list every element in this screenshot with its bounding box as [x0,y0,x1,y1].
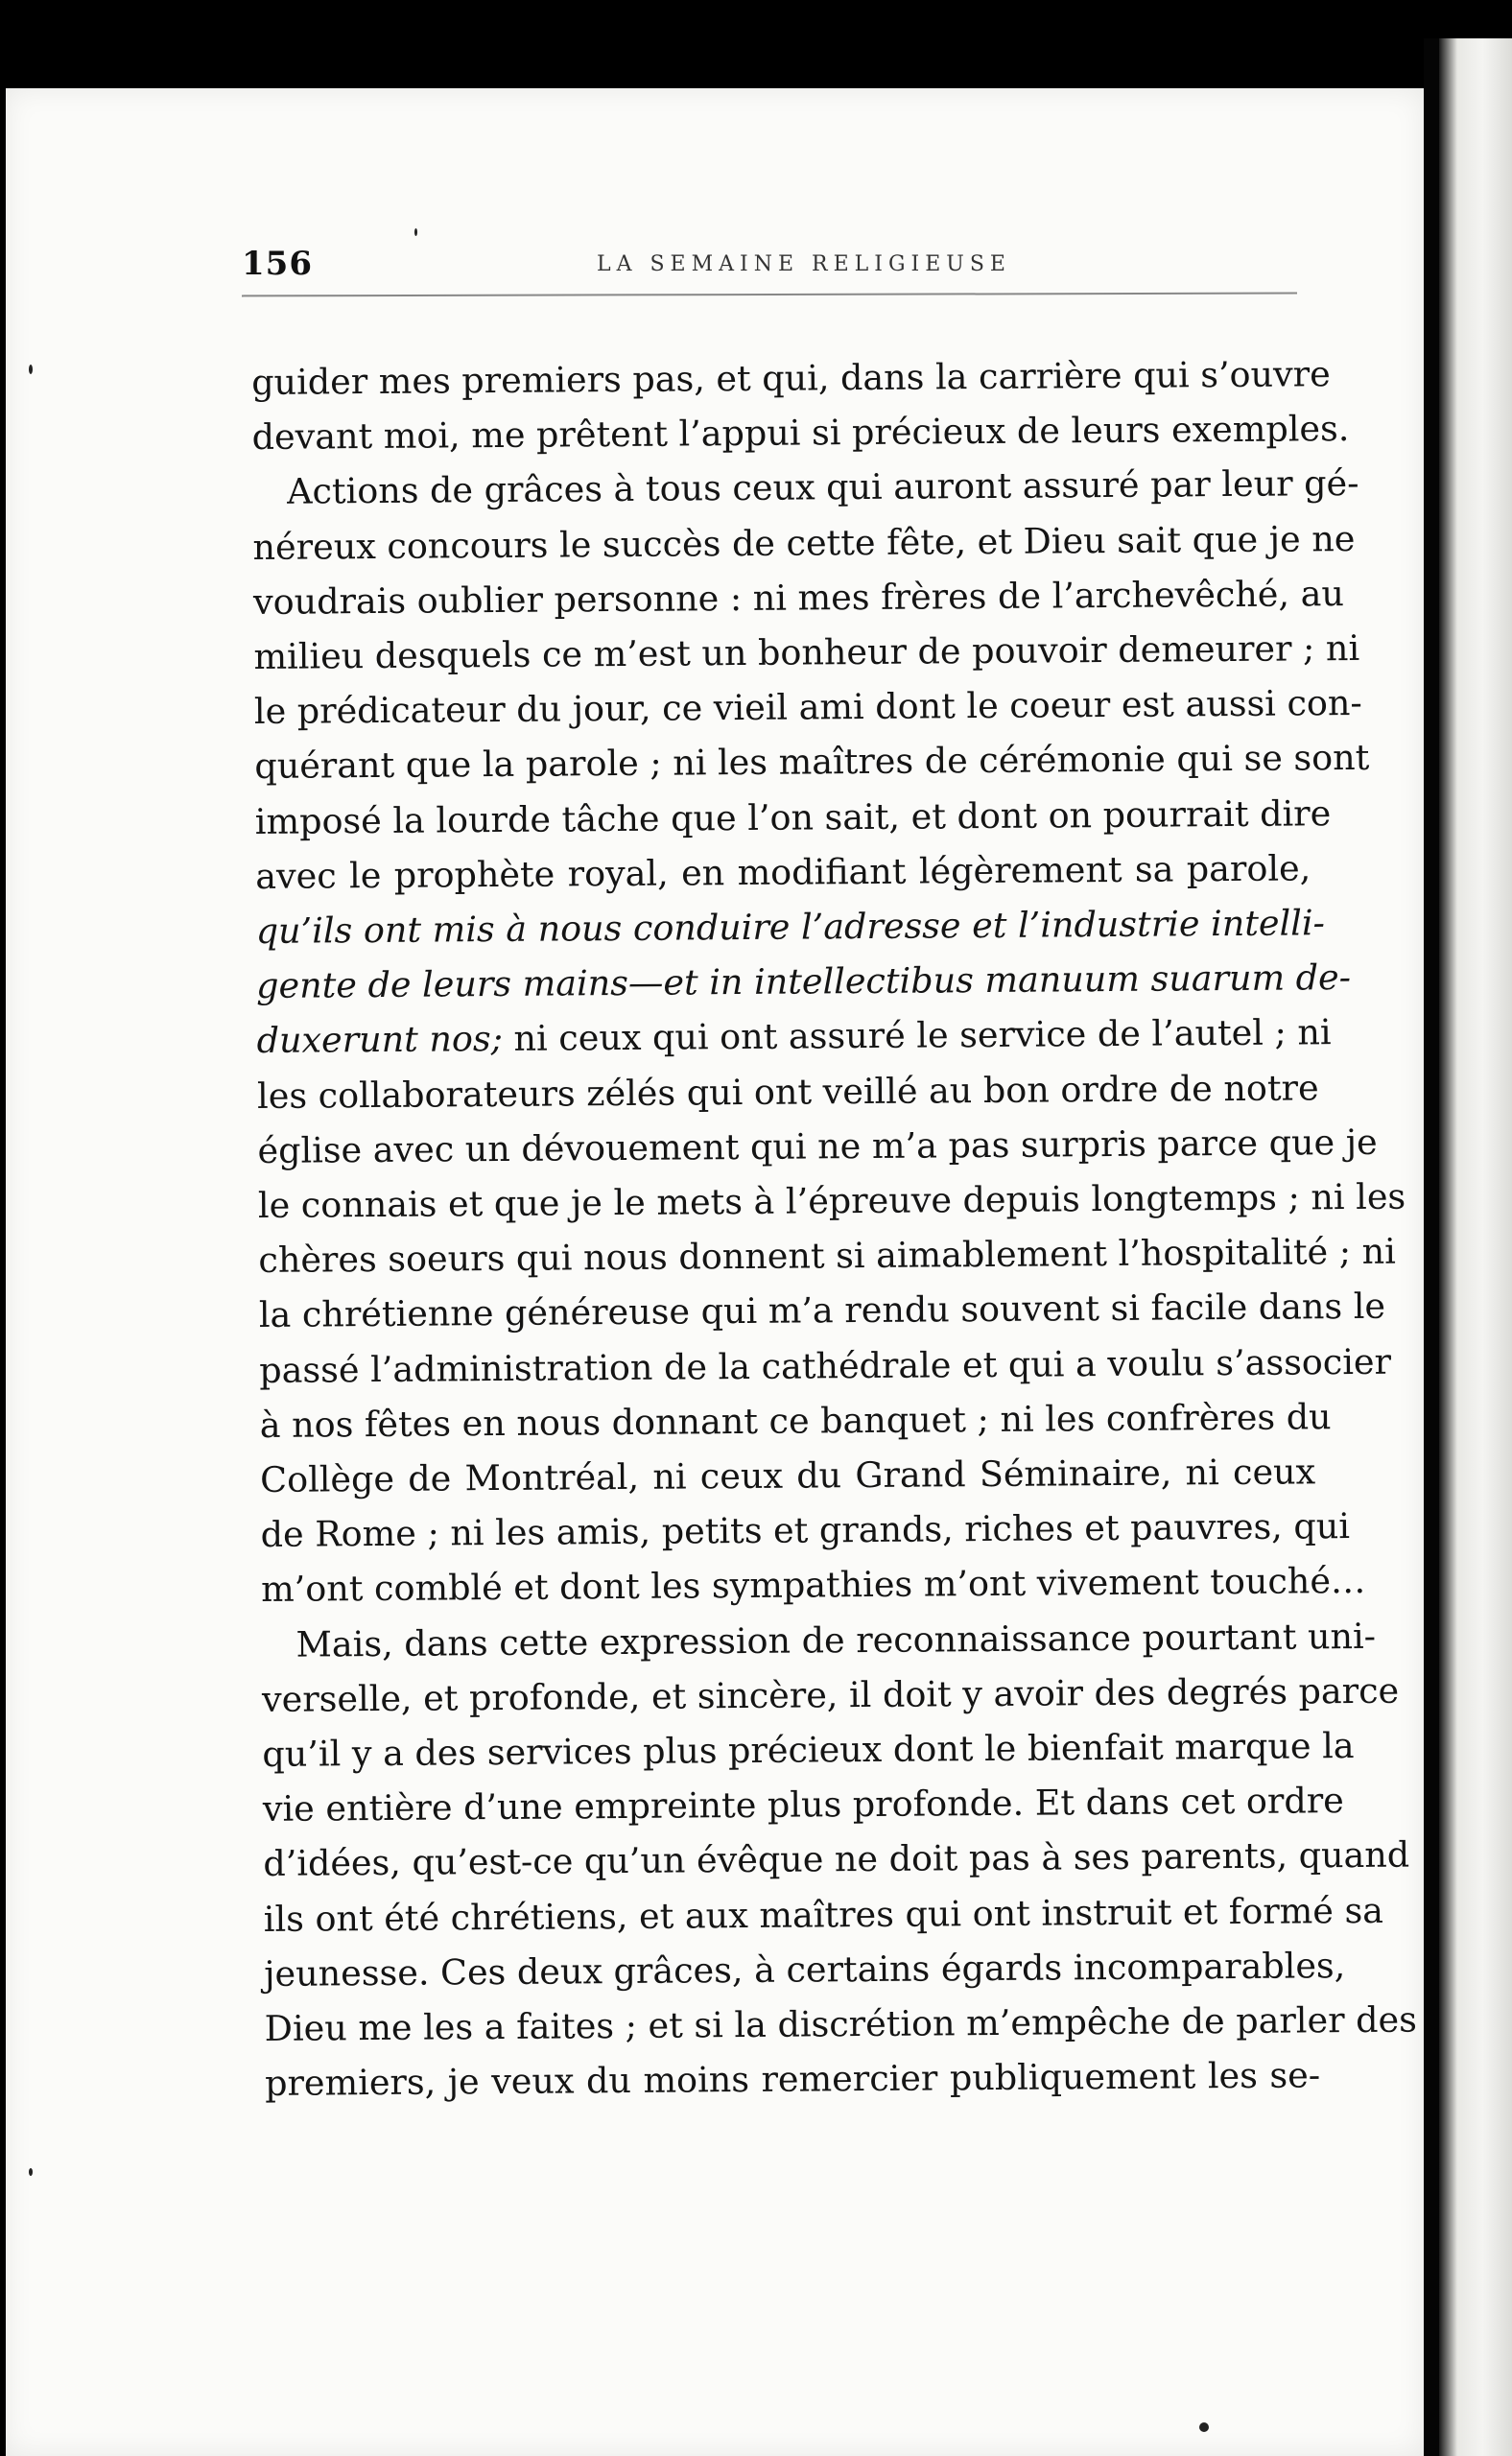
text-line: Mais, dans cette expression de reconnaissance pourtant uni- [295,1615,1377,1665]
text-line: église avec un dévouement qui ne m’a pas surpris parce que je [257,1121,1378,1171]
text-line: passé l’administration de la cathédrale et qui a voulu s’associer [259,1340,1392,1391]
text-line: néreux concours le succès de cette fête, et Dieu sait que je ne [252,517,1356,568]
text-line: imposé la lourde tâche que l’on sait, et dont on pourrait dire [254,791,1332,842]
adjacent-page-edge [1439,38,1512,2456]
text-line [256,1005,1332,1069]
text-line: d’idées, qu’est-ce qu’un évêque ne doit pas à ses parents, quand [263,1834,1410,1885]
text-line: chères soeurs qui nous donnent si aimablement l’hospitalité ; ni [258,1230,1396,1282]
line-text: ni ceux qui ont assuré le service de l’autel ; ni [502,1011,1332,1060]
text-line: ils ont été chrétiens, et aux maîtres qui ont instruit et formé sa [263,1889,1384,1940]
text-line: les collaborateurs zélés qui ont veillé au bon ordre de notre [256,1066,1319,1117]
text-line: milieu desquels ce m’est un bonheur de pouvoir demeurer ; ni [253,626,1360,678]
text-line: guider mes premiers pas, et qui, dans la carrière qui s’ouvre [251,353,1331,403]
running-head [242,245,1299,293]
text-line: m’ont comblé et dont les sympathies m’ont vivement touché… [260,1560,1366,1611]
text-line: premiers, je veux du moins remercier publiquement les se- [264,2054,1321,2105]
text-line: Collège de Montréal, ni ceux du Grand Séminaire, ni ceux [260,1451,1316,1501]
italic-text: duxerunt nos; [256,1018,504,1062]
text-line: la chrétienne généreuse qui m’a rendu souvent si facile dans le [258,1286,1386,1336]
text-line: avec le prophète royal, en modifiant légèrement sa parole, [255,847,1311,897]
text-line: qu’il y a des services plus précieux dont le bienfait marque la [262,1725,1355,1776]
ink-speck [29,2168,33,2176]
text-line: le connais et que je le mets à l’épreuve depuis longtemps ; ni les [257,1175,1406,1227]
running-title: LA SEMAINE RELIGIEUSE [597,252,1011,276]
ink-speck [29,365,33,374]
text-line: de Rome ; ni les amis, petits et grands, riches et pauvres, qui [260,1505,1351,1556]
text-line: quérant que la parole ; ni les maîtres de cérémonie qui se sont [254,737,1370,788]
text-line: le prédicateur du jour, ce vieil ami dont le coeur est aussi con- [253,682,1362,733]
book-gutter [1424,38,1439,2456]
text-line: Actions de grâces à tous ceux qui auront assuré par leur gé- [286,462,1359,513]
text-line: qu’ils ont mis à nous conduire l’adresse et l’industrie intelli- [255,902,1326,953]
text-line: jeunesse. Ces deux grâces, à certains égards incomparables, [264,1944,1346,1995]
text-line: verselle, et profonde, et sincère, il doit y avoir des degrés parce [261,1669,1400,1720]
ink-speck [1199,2422,1209,2432]
text-line: à nos fêtes en nous donnant ce banquet ; ni les confrères du [259,1396,1332,1446]
text-line: voudrais oublier personne : ni mes frères de l’archevêché, au [252,572,1345,623]
page-number: 156 [242,245,313,283]
text-line: vie entière d’une empreinte plus profonde. Et dans cet ordre [262,1780,1344,1830]
body-text [251,346,1418,2111]
text-line: Dieu me les a faites ; et si la discrétion m’empêche de parler des [264,1998,1418,2050]
ink-speck [414,228,417,236]
text-line: gente de leurs mains—et in intellectibus manuum suarum de- [255,956,1352,1007]
text-line: devant moi, me prêtent l’appui si précieux de leurs exemples. [251,408,1350,459]
